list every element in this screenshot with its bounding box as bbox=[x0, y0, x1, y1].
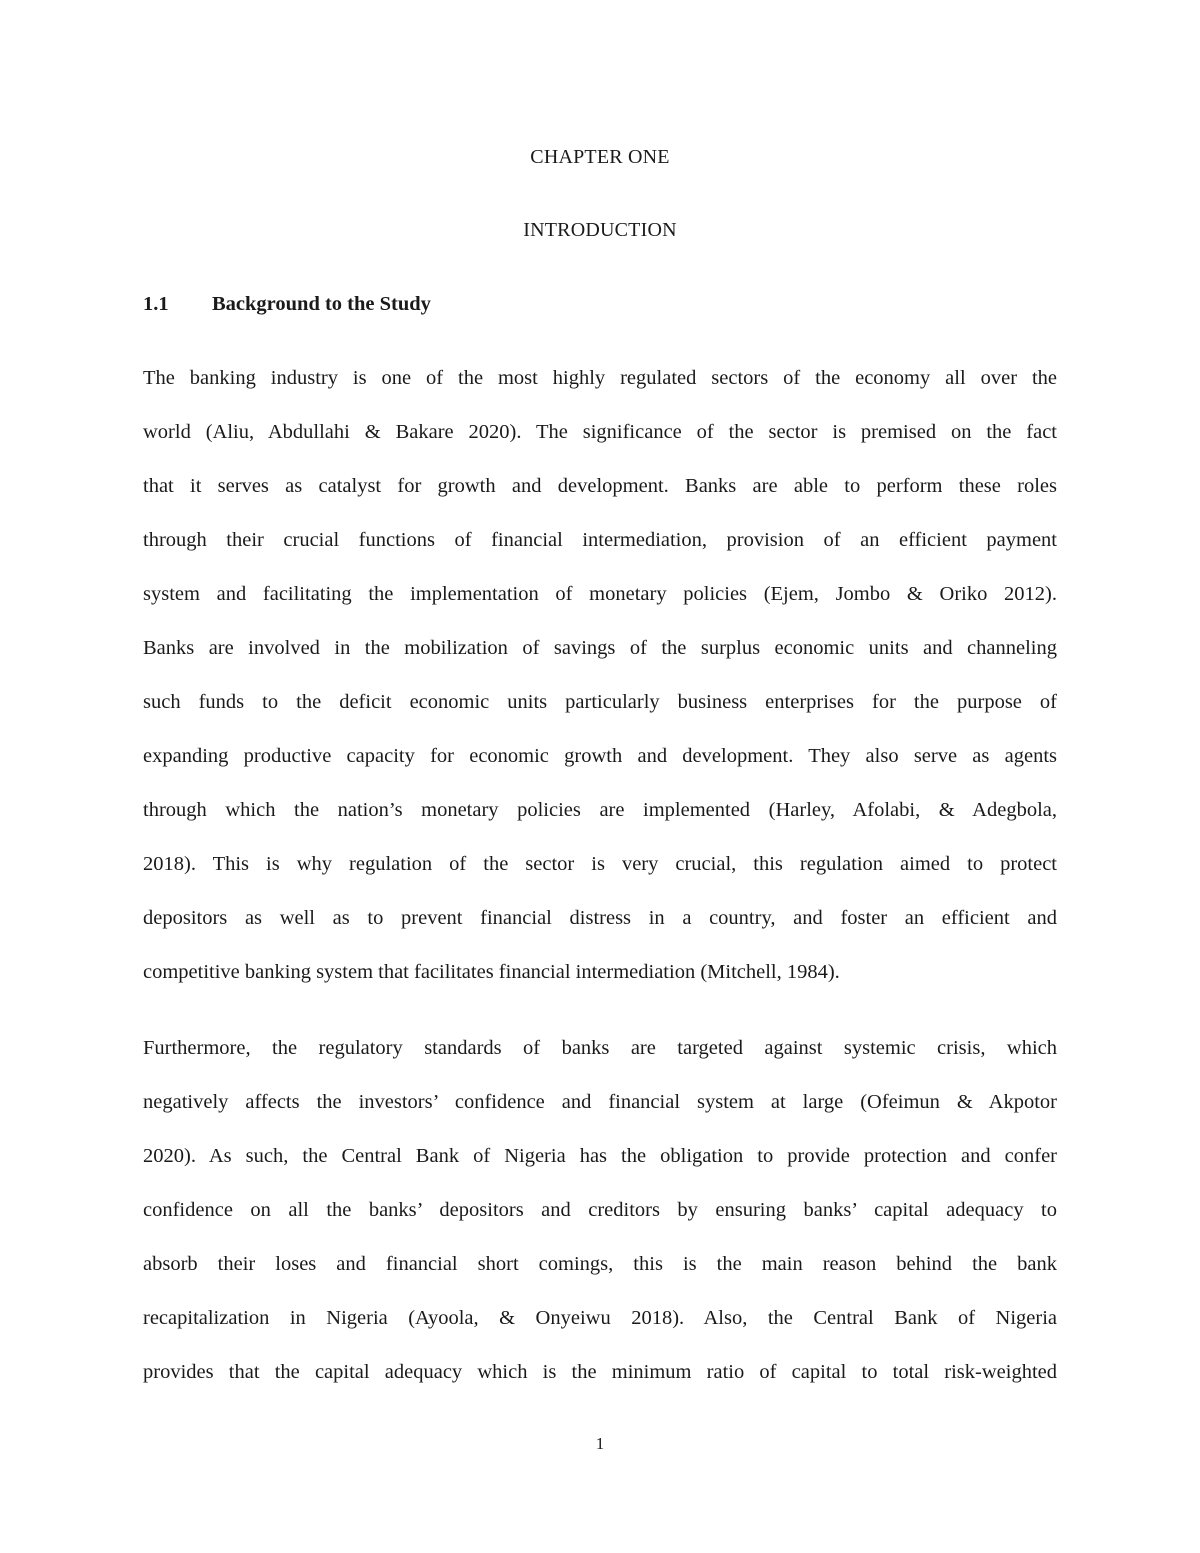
text-line: system and facilitating the implementation of monetary policies (Ejem, Jombo & Oriko 2012). bbox=[143, 583, 1057, 605]
text-line: absorb their loses and financial short comings, this is the main reason behind the bank bbox=[143, 1253, 1057, 1275]
text-line: confidence on all the banks’ depositors and creditors by ensuring banks’ capital adequacy to bbox=[143, 1199, 1057, 1221]
text-line: 2018). This is why regulation of the sector is very crucial, this regulation aimed to protect bbox=[143, 853, 1057, 875]
text-line: provides that the capital adequacy which is the minimum ratio of capital to total risk-weighted bbox=[143, 1361, 1057, 1383]
paragraph-2 bbox=[143, 1021, 1057, 1399]
text-line: depositors as well as to prevent financial distress in a country, and foster an efficient and bbox=[143, 907, 1057, 929]
section-number: 1.1 bbox=[143, 293, 169, 315]
chapter-label: CHAPTER ONE bbox=[530, 146, 670, 168]
text-line: expanding productive capacity for economic growth and development. They also serve as agents bbox=[143, 745, 1057, 767]
text-line: recapitalization in Nigeria (Ayoola, & Onyeiwu 2018). Also, the Central Bank of Nigeria bbox=[143, 1307, 1057, 1329]
text-line: 2020). As such, the Central Bank of Nigeria has the obligation to provide protection and confer bbox=[143, 1145, 1057, 1167]
text-line: negatively affects the investors’ confidence and financial system at large (Ofeimun & Akpotor bbox=[143, 1091, 1057, 1113]
text-line: through which the nation’s monetary policies are implemented (Harley, Afolabi, & Adegbola, bbox=[143, 799, 1057, 821]
text-line: that it serves as catalyst for growth and development. Banks are able to perform these roles bbox=[143, 475, 1057, 497]
text-line: Furthermore, the regulatory standards of banks are targeted against systemic crisis, which bbox=[143, 1037, 1057, 1059]
section-heading bbox=[143, 290, 431, 318]
paragraph-1 bbox=[143, 351, 1057, 999]
text-line: through their crucial functions of financial intermediation, provision of an efficient payment bbox=[143, 529, 1057, 551]
section-title: Background to the Study bbox=[212, 293, 431, 315]
text-line: world (Aliu, Abdullahi & Bakare 2020). The significance of the sector is premised on the fact bbox=[143, 421, 1057, 443]
page-number: 1 bbox=[595, 1434, 605, 1453]
text-line: competitive banking system that facilitates financial intermediation (Mitchell, 1984). bbox=[143, 961, 840, 983]
text-line: The banking industry is one of the most highly regulated sectors of the economy all over the bbox=[143, 367, 1057, 389]
chapter-title: INTRODUCTION bbox=[523, 219, 677, 241]
text-line: such funds to the deficit economic units particularly business enterprises for the purpose of bbox=[143, 691, 1057, 713]
text-line: Banks are involved in the mobilization of savings of the surplus economic units and channeling bbox=[143, 637, 1057, 659]
